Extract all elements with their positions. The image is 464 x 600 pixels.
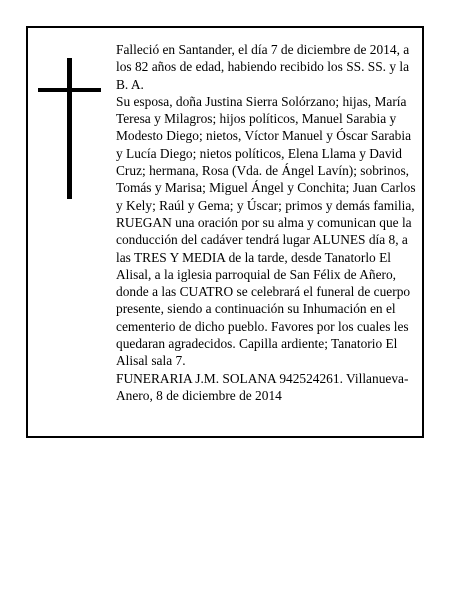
cross-horizontal-bar xyxy=(38,88,101,92)
obituary-opening: Falleció en Santander, el día 7 de diciembre de 2014, a los 82 años de edad, habiendo recibido los SS. SS. y la B. A. xyxy=(116,42,410,92)
obituary-text xyxy=(116,41,416,404)
cross-vertical-bar xyxy=(67,58,72,199)
obituary-family: Su esposa, doña Justina Sierra Solórzano; hijas, María Teresa y Milagros; hijos políticos, Manuel Sarabia y Modesto Diego; nietos, Víctor Manuel y Óscar Sarabia y Lucía Diego; nietos políticos, Elena Llama y David Cruz; hermana, Rosa (Vda. de Ángel Lavín); sobrinos, Tomás y Marisa; Miguel Ángel y Conchita; Juan Carlos y Kely; Raúl y Gema; y Úscar; primos y demás familia, RUEGAN una oración por su alma y comunican que la conducción del cadáver tendrá lugar ALUNES día 8, a las TRES Y MEDIA de la tarde, desde Tanatorlo El Alisal, a la iglesia parroquial de San Félix de Añero, donde a las CUATRO se celebrará el funeral de cuerpo presente, siendo a continuación su Inhumación en el cementerio de dicho pueblo. Favores por los cuales les quedaran agradecidos. Capilla ardiente; Tanatorio El Alisal sala 7. xyxy=(116,93,416,369)
obituary-footer: FUNERARIA J.M. SOLANA 942524261. Villanueva-Anero, 8 de diciembre de 2014 xyxy=(116,370,409,403)
obituary-notice xyxy=(26,26,424,438)
